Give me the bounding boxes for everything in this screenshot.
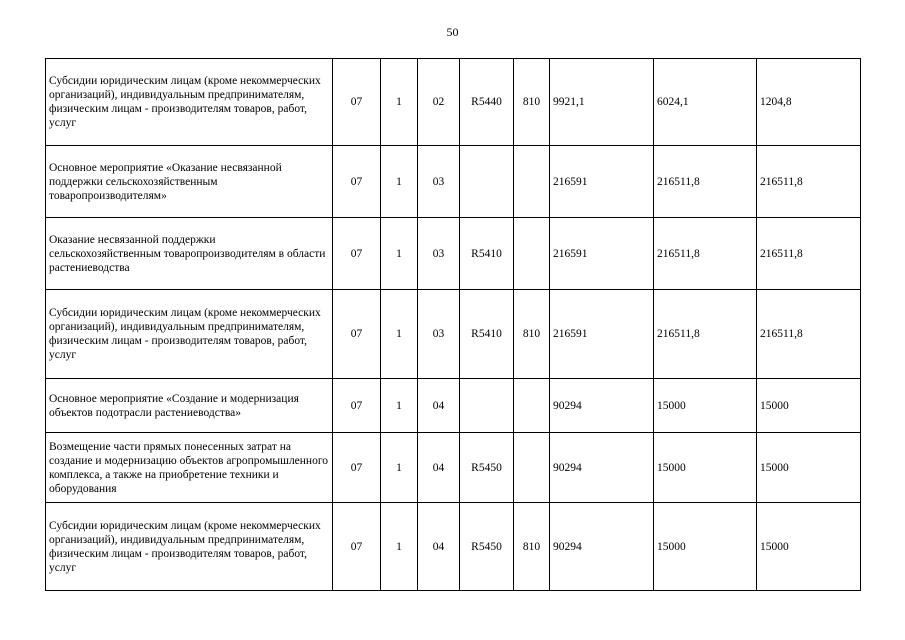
- table-row: [46, 290, 861, 379]
- row-description: Основное мероприятие «Оказание несвязанной поддержки сельскохозяйственным товаропроизводителям»: [46, 146, 333, 218]
- table-row: [46, 503, 861, 591]
- amount-1: 216591: [550, 146, 654, 218]
- section-code: 07: [333, 290, 381, 379]
- amount-3: 216511,8: [757, 218, 861, 290]
- amount-3: 15000: [757, 433, 861, 503]
- table-row: [46, 218, 861, 290]
- subprogram-code: 1: [381, 433, 418, 503]
- expense-type-code: [514, 433, 550, 503]
- expense-type-code: [514, 379, 550, 433]
- section-code: 07: [333, 433, 381, 503]
- amount-3: 15000: [757, 503, 861, 591]
- amount-2: 216511,8: [654, 146, 757, 218]
- expense-type-code: 810: [514, 503, 550, 591]
- expense-type-code: [514, 218, 550, 290]
- target-code: R5410: [460, 218, 514, 290]
- amount-2: 216511,8: [654, 290, 757, 379]
- page-number: 50: [446, 25, 459, 39]
- amount-1: 216591: [550, 290, 654, 379]
- subprogram-code: 1: [381, 146, 418, 218]
- event-code: 03: [418, 146, 460, 218]
- amount-1: 216591: [550, 218, 654, 290]
- table-row: [46, 379, 861, 433]
- table-row: [46, 59, 861, 146]
- section-code: 07: [333, 503, 381, 591]
- amount-2: 15000: [654, 433, 757, 503]
- subprogram-code: 1: [381, 290, 418, 379]
- section-code: 07: [333, 218, 381, 290]
- event-code: 04: [418, 503, 460, 591]
- amount-2: 216511,8: [654, 218, 757, 290]
- subprogram-code: 1: [381, 379, 418, 433]
- amount-1: 90294: [550, 503, 654, 591]
- target-code: [460, 379, 514, 433]
- target-code: R5410: [460, 290, 514, 379]
- section-code: 07: [333, 379, 381, 433]
- amount-2: 15000: [654, 503, 757, 591]
- table-row: [46, 433, 861, 503]
- subprogram-code: 1: [381, 218, 418, 290]
- section-code: 07: [333, 146, 381, 218]
- amount-1: 9921,1: [550, 59, 654, 146]
- subprogram-code: 1: [381, 59, 418, 146]
- amount-2: 6024,1: [654, 59, 757, 146]
- table-row: [46, 146, 861, 218]
- event-code: 04: [418, 379, 460, 433]
- expense-type-code: 810: [514, 59, 550, 146]
- amount-1: 90294: [550, 433, 654, 503]
- target-code: [460, 146, 514, 218]
- amount-3: 15000: [757, 379, 861, 433]
- amount-3: 216511,8: [757, 290, 861, 379]
- event-code: 03: [418, 290, 460, 379]
- section-code: 07: [333, 59, 381, 146]
- target-code: R5450: [460, 503, 514, 591]
- expense-type-code: 810: [514, 290, 550, 379]
- event-code: 03: [418, 218, 460, 290]
- target-code: R5450: [460, 433, 514, 503]
- target-code: R5440: [460, 59, 514, 146]
- budget-table: [45, 58, 861, 591]
- row-description: Основное мероприятие «Создание и модернизация объектов подотрасли растениеводства»: [46, 379, 333, 433]
- amount-2: 15000: [654, 379, 757, 433]
- amount-1: 90294: [550, 379, 654, 433]
- row-description: Оказание несвязанной поддержки сельскохозяйственным товаропроизводителям в области растениеводства: [46, 218, 333, 290]
- row-description: Субсидии юридическим лицам (кроме некоммерческих организаций), индивидуальным предпринимателям, физическим лицам - производителям товаров, работ, услуг: [46, 59, 333, 146]
- amount-3: 1204,8: [757, 59, 861, 146]
- row-description: Субсидии юридическим лицам (кроме некоммерческих организаций), индивидуальным предпринимателям, физическим лицам - производителям товаров, работ, услуг: [46, 290, 333, 379]
- row-description: Возмещение части прямых понесенных затрат на создание и модернизацию объектов агропромышленного комплекса, а также на приобретение техники и оборудования: [46, 433, 333, 503]
- event-code: 02: [418, 59, 460, 146]
- event-code: 04: [418, 433, 460, 503]
- amount-3: 216511,8: [757, 146, 861, 218]
- subprogram-code: 1: [381, 503, 418, 591]
- expense-type-code: [514, 146, 550, 218]
- row-description: Субсидии юридическим лицам (кроме некоммерческих организаций), индивидуальным предпринимателям, физическим лицам - производителям товаров, работ, услуг: [46, 503, 333, 591]
